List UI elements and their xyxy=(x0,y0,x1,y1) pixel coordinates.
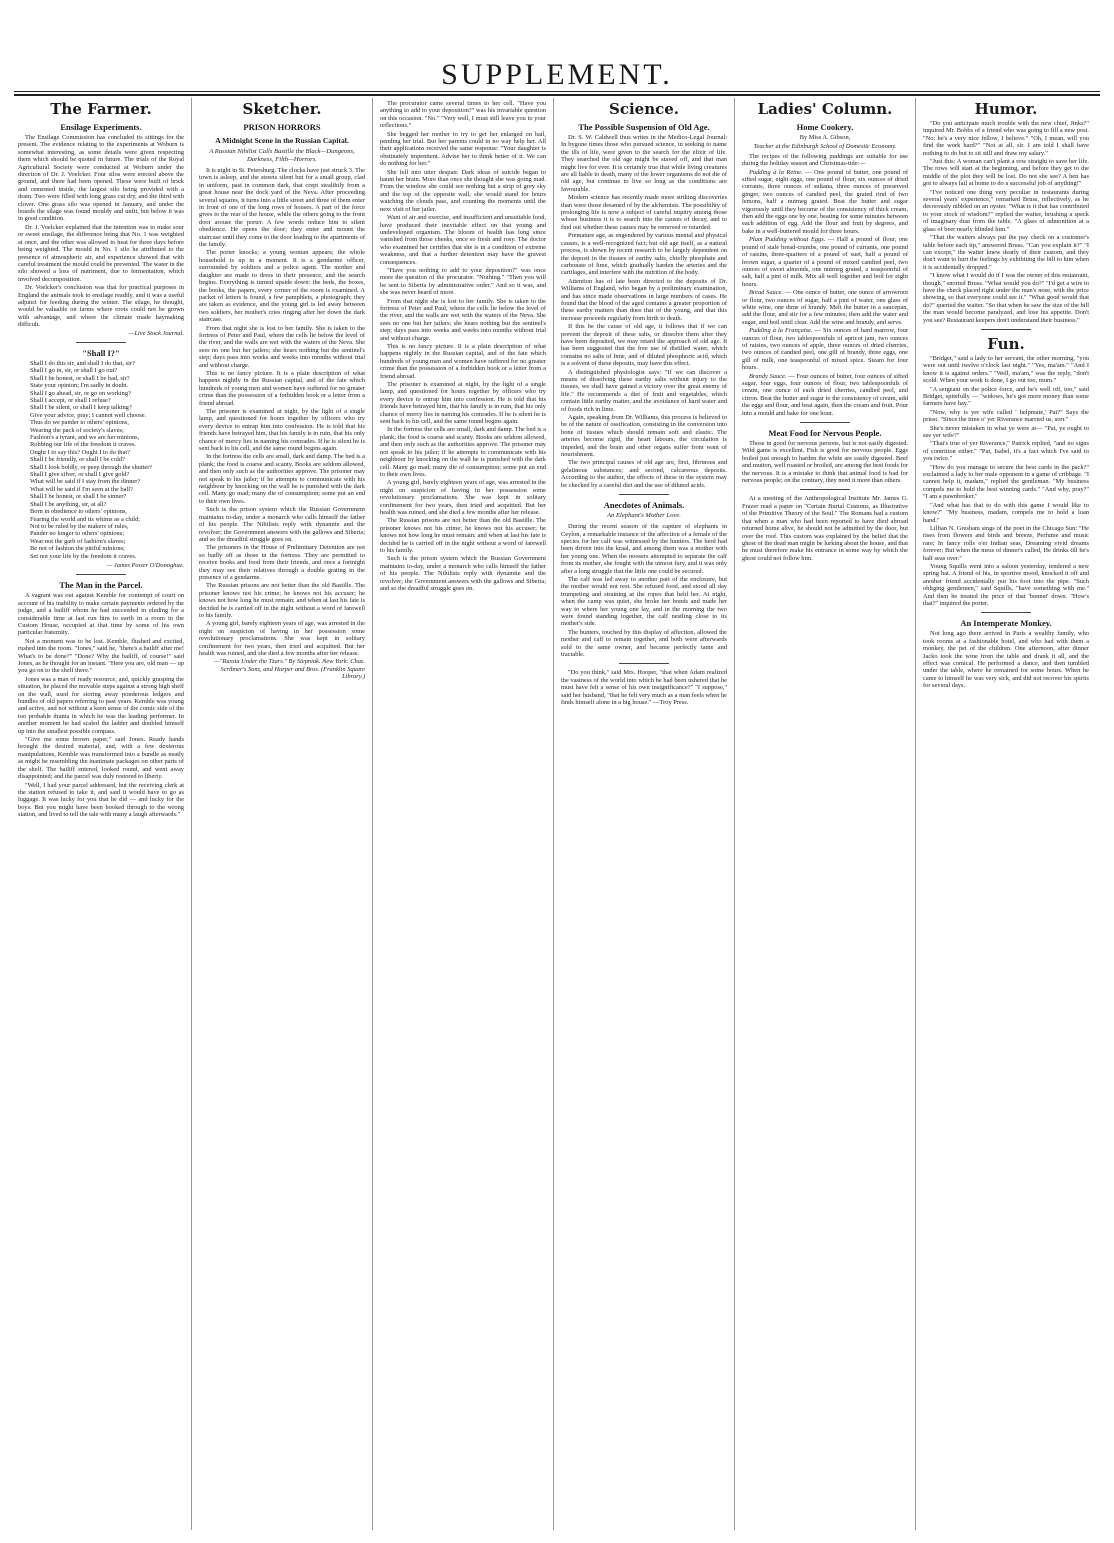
article-title: Anecdotes of Animals. xyxy=(603,500,685,511)
recipe-name: Bread Sauce. xyxy=(749,289,784,297)
poem-line: Wear not the garb of fashion's slaves; xyxy=(30,537,126,545)
recipe-text: Six ounces of hard marrow, four ounces of flour, two tablespoonfuls of apricot jam, two ounces of raisins, two ounces of apple, three ounces of dried cherries, two ounces of candied peel, one gill of brandy, three eggs, one gill of milk, one teaspoonful of mixed spice. Steam for four hours. xyxy=(742,327,908,372)
recipe: Brandy Sauce. — Four ounces of butter, four ounces of sifted sugar, four eggs, four ounces of flour, two tablespoonfuls of cream, one ounce of each dried cherries, candied peel, and citron. Beat the butter and sugar to the consistency of cream, add the eggs and flour, and beat again, then the cream and fruit. Pour into a mould and bake for one hour. xyxy=(742,372,908,417)
paragraph: The prisoner is examined at night, by the light of a single lamp, and questioned for hours together by officers who try every device to entrap him into confession. He is told that his friends have betrayed him, that his family is in ruin, that his only chance of mercy lies in naming his comrades. If he is silent he is sent back to his cell, and the same round begins again. xyxy=(380,381,546,426)
section-heading-farmer: The Farmer. xyxy=(50,100,152,118)
recipe-name: Brandy Sauce. xyxy=(749,372,787,380)
poem-line: Fashion's a tyrant, and we are her minions, xyxy=(30,434,140,442)
column-sketcher xyxy=(199,100,365,1525)
poem-line: Shall I look boldly, or peep through the shutter? xyxy=(30,463,153,471)
column-divider xyxy=(553,98,554,1530)
paragraph: The hunters, touched by this display of affection, allowed the mother and calf to remain together, and both were afterwards sold to the same owner, and became perfectly tame and tractable. xyxy=(561,628,727,658)
divider xyxy=(981,329,1031,330)
poem-line: Not to be ruled by the makers of rules, xyxy=(30,522,129,530)
paragraph: At a meeting of the Anthropological Institute Mr. James G. Frazer read a paper on "Certain Burial Customs, as Illustrative of the Primitive Theory of the Soul." The Romans had a custom that when a man who had been reported to have died abroad returned home alive, he should not be admitted by the door, but over the roof. This custom was explained by the belief that the ghost of the dead man might be lurking about the house, and that he must therefore make his entrance in some way by which the ghost could not follow him. xyxy=(742,495,908,562)
recipe-text: Four ounces of butter, four ounces of sifted sugar, four eggs, four ounces of flour, two tablespoonfuls of cream, one ounce of each dried cherries, candied peel, and citron. Beat the butter and sugar to the consistency of cream, add the eggs and flour, and beat again, then the cream and fruit. Pour into a mould and bake for one hour. xyxy=(742,372,908,417)
recipe: Plum Pudding without Eggs. — Half a pound of flour, one pound of stale bread-crumbs, one pound of currants, one pound of raisins, three-quarters of a pound of suet, half a pound of brown sugar, a quarter of a pound of mixed candied peel, two ounces of sweet almonds, one nutmeg grated, a teaspoonful of salt, half a pint of milk. Mix all well together and boil for eight hours. xyxy=(742,236,908,288)
article-title: An Intemperate Monkey. xyxy=(960,618,1052,629)
paragraph: Again, speaking from Dr. Williams, this process is believed to be of the nature of ossification, consisting in the conversion into bone of tissues which should remain soft and elastic. The arteries become rigid, the heart labours, the circulation is impeded, and the brain and other organs suffer from want of nourishment. xyxy=(561,414,727,459)
poem-line: Be not of fashion the pitiful minions; xyxy=(30,545,125,553)
article-subtitle: A Midnight Scene in the Russian Capital. xyxy=(215,136,349,145)
paragraph: Such is the prison system which the Russian Government maintains to-day, under a monarch who calls himself the father of his people. The Nihilists reply with dynamite and the revolver; the Government answers with the gallows and Siberia; and so the dreadful struggle goes on. xyxy=(380,555,546,592)
column-farmer xyxy=(18,100,184,1525)
paragraph: The Russian prisons are not better than the old Bastille. The prisoner knows not his crime; he knows not his accuser; he knows not how long he must remain; and when at last his fate is decided he is carried off in the night without a word of farewell to his family. xyxy=(380,517,546,554)
poem-line: What will be said if I'm seen at the ball? xyxy=(30,485,133,493)
article-title: PRISON HORRORS xyxy=(243,122,321,132)
paragraph: "Well, I had your parcel addressed, but the receiving clerk at the station refused to take it, and said it would have to go as luggage. It was lucky for you that he did — and lucky for the boys. But you might have been booked through to the wrong station, and lived to tell the tale with many a laugh afterwards." xyxy=(18,781,184,819)
paragraph: From that night she is lost to her family. She is taken to the fortress of Peter and Paul, where the cells lie below the level of the river, and the walls are wet with the waters of the Neva. She sees no one but her jailers; she hears nothing but the sentinel's step; days pass into weeks and weeks into months without trial and without charge. xyxy=(380,297,546,342)
joke: "Bridget," said a lady to her servant, the other morning, "you were out until twelve o'clock last night." "Yes, ma'am." "And I know it is against orders." "Well, ma'am," was the reply, "don't scold. When your work is done, I go out too, mum." xyxy=(923,354,1089,385)
poem-line: Thus do we pander to others' opinions, xyxy=(30,419,129,427)
joke: She's never mistaken in what ye were at— "Pat, ye ought to see yer wife?" xyxy=(923,424,1089,440)
column-sketcher-continued xyxy=(380,100,546,1525)
paragraph: "That the waiters always put the pay check on a customer's table before each tip," answered Bruss. "Can you explain it?" "I can except," the waiter knew dearly of their custom, and they don't want to hurt the feelings by exhibiting the bill to him when it is accidentally dropped." xyxy=(923,234,1089,271)
paragraph: Want of air and exercise, and insufficient and unsuitable food, have produced their inevitable effect on that young and undeveloped organism. The bloom of health has long since vanished from those cheeks, once so fresh and rosy. The doctor who examined her certifies that she is in a condition of extreme weakness, and that a further detention may have the gravest consequences. xyxy=(380,214,546,266)
poem-line: Shall I go ahead, sir, or go on working? xyxy=(30,389,131,397)
poem-line: Born in obedience to others' opinions, xyxy=(30,508,127,516)
paragraph: Dr. Voelcker's conclusion was that for practical purposes in England the animals took to ensilage readily, and it was a useful adjunct for feeding during the winter. The silage, he thought, would be valuable on farms where roots could not be grown with advantage, and where the climate made haymaking difficult. xyxy=(18,284,184,329)
paragraph: Those in good for nervous persons, but is not easily digested. Wild game is excellent. Fish is good for nervous people. Eggs boiled just enough to harden the white are easily digested. Beef and mutton, well roasted or broiled, are among the best foods for the nervous. It is a mistake to think that animal food is bad for nervous people; on the contrary, they need it more than others. xyxy=(742,440,908,485)
paragraph: In the fortress the cells are small, dark and damp. The bed is a plank; the food is coarse and scanty. Books are seldom allowed, and then only such as the authorities approve. The prisoner may not speak to his jailer; if he attempts to communicate with his neighbour by knocking on the wall he is punished with the dark cell. Many go mad; many die of consumption; some put an end to their own lives. xyxy=(199,453,365,505)
paragraph: Dr. J. Voelcker explained that the intention was to make sour or sweet ensilage, the difference being that No. 1 was weighted at once, and the other was allowed to heat for three days before being weighted. The mould in No. 1 silo he attributed to the presence of atmospheric air, and experience showed that with careful treatment the mould could be prevented. The water in the silo showed a loss of nutriment, due to fermentation, which involved decomposition. xyxy=(18,223,184,283)
paragraph: "I know what I would do if I was the owner of this restaurant, though," snorted Bruss. "What would you do?" "I'd get a wire to have the check placed right under the man's nose, with the price showing, so that everyone could see it." "What good would that do?" queried the waiter. "So that when he saw the size of the bill the man would become paralyzed, and lose his appetite. Don't you see? Restaurant keepers don't understand their business." xyxy=(923,272,1089,324)
paragraph: Modern science has recently made more striking discoveries than were those dreamed of by the alchemists. The possibility of prolonging life is now a subject of careful inquiry among those whose business it is to search into the causes of decay, and to find out whether these causes may be removed or retarded. xyxy=(561,194,727,231)
section-heading-science: Science. xyxy=(608,100,679,118)
poem-line: Fearing the world and its whims as a child; xyxy=(30,515,141,523)
paragraph: If this be the cause of old age, it follows that if we can prevent the deposit of these salts, or dissolve them after they have been deposited, we may retard the approach of old age. It has been suggested that the free use of distilled water, which contains no salts of lime, and of diluted phosphoric acid, which is a solvent of these deposits, may have this effect. xyxy=(561,323,727,368)
poem-line: Robbing our life of the freedom it craves. xyxy=(30,441,137,449)
divider xyxy=(619,494,669,495)
paragraph: She begged her mother to try to get her enlarged on bail, pending her trial. But her parents could in no way help her. All their applications received the same response: "Your daughter is obstinately impenitent. Advise her to think better of it. We can do nothing for her." xyxy=(380,130,546,168)
byline-affiliation: Teacher at the Edinburgh School of Domestic Economy. xyxy=(753,143,897,151)
paragraph: The procurator came several times to her cell. "Have you anything to add to your deposition?" was his invariable question on this occasion. "No." "Very well, I must still leave you to your reflections." xyxy=(380,100,546,130)
poem-line: Shall I be honest, or shall I be sinner? xyxy=(30,493,127,501)
masthead-rule xyxy=(14,91,1100,92)
paragraph: It is night in St. Petersburg. The clocks have just struck 3. The town is asleep, and the streets silent but for a small group, clad in uniform, past in common dark, that crept stealthily from a great house near the dock yard of the Neva. After proceeding several squares, it turns into a little street and three of them enter in front of one of the long rows of houses. A part of the force gives to the rear of the house, while the others going to the front door arouse the porter. A few words reduce him to silent obedience. He opens the door; they enter and mount the staircase until they come to the door leading to the apartments of the family. xyxy=(199,167,365,249)
poem-line: Shall I do this sir, and shall I do that, sir? xyxy=(30,359,135,367)
divider xyxy=(800,489,850,490)
column-divider xyxy=(372,98,373,1530)
poem-credit: — James Power O'Donoghue. xyxy=(106,561,184,569)
divider xyxy=(619,663,669,664)
article-subtitle: An Elephant's Mother Love. xyxy=(607,512,681,520)
paragraph: The prisoners in the House of Preliminary Detention are not so badly off as those in the fortress. They are permitted to receive books and food from their friends, and once a fortnight they may see their relatives through a double grating in the presence of a gendarme. xyxy=(199,544,365,581)
column-divider xyxy=(191,98,192,1530)
recipe-name: Pudding à la Reine. xyxy=(749,168,803,176)
poem-line: Shall I go in, sir, or shall I go out? xyxy=(30,367,118,375)
joke: "How do you manage to secure the best cards in the pack?" exclaimed a lady to her male opponent in a game of cribbage. "I cannot help it, madam," replied the gentleman. "My business compels me to hold the best winning cards." "And why, pray?" "I am a pawnbroker." xyxy=(923,463,1089,501)
section-heading-humor: Humor. xyxy=(974,100,1038,118)
paragraph: This is no fancy picture. It is a plain description of what happens nightly in the Russian capital, and of the fate which hundreds of young men and women have suffered for no greater crime than the possession of a forbidden book or a letter from a friend abroad. xyxy=(199,369,365,407)
poem-line: Shall I be honest, or shall I be bad, sir? xyxy=(30,374,130,382)
paragraph: During the recent season of the capture of elephants in Ceylon, a remarkable instance of the affection of a female of the species for her calf was witnessed by the hunters. The herd had been driven into the kraal, and among them was a mother with her young one. When the noosers attempted to separate the calf from its mother, she fought with the utmost fury, and it was only after a long struggle that the little one could be secured. xyxy=(561,523,727,575)
paragraph: A young girl, barely eighteen years of age, was arrested in the night on suspicion of having in her possession some revolutionary proclamations. She was kept in solitary confinement for two years, then tried and acquitted. But her health was ruined, and she died a few months after her release. xyxy=(380,479,546,516)
paragraph: "Just this: A woman can't plant a row straight to save her life. The rows will start at the beginning, and before they get to the middle of the plot they will be lost. Do not she see? A hen has got to always fail at home to do a successful job of anything!" xyxy=(923,158,1089,188)
poem-line: Shall I give silver, or shall I give gold? xyxy=(30,471,130,479)
paragraph: A young girl, barely eighteen years of age, was arrested in the night on suspicion of having in her possession some revolutionary proclamations. She was kept in solitary confinement for two years, then tried and acquitted. But her health was ruined, and she died a few months after her release. xyxy=(199,620,365,657)
article-credit: —"Russia Under the Tzars." By Stepniak. New York: Chas. Scribner's Sons, and Harper and Bros. (Franklin Square Library.) xyxy=(214,658,365,681)
paragraph: The Russian prisons are not better than the old Bastille. The prisoner knows not his crime; he knows not his accuser; he knows not how long he must remain; and when at last his fate is decided he is carried off in the night without a word of farewell to his family. xyxy=(199,582,365,619)
recipe-text: One pound of butter, one pound of sifted sugar, eight eggs, one pound of flour, six ounces of dried currants, three ounces of sultana, three ounces of preserved ginger, two ounces of candied peel, the grated rind of two lemons, half a nutmeg grated. Beat the butter and sugar vigorously until they become of the consistency of thick cream, then add the eggs one by one, beating for some minutes between each addition of egg. Add the flour and fruit by degrees, and bake in a well-buttered mould for three hours. xyxy=(742,168,908,235)
paragraph: "I've noticed one thing very peculiar in restaurants during several years' experience," remarked Bruss, reflectively, as he decorously nibbled on an oyster. "What is it that has contributed to your stock of wisdom?" replied the waiter, brushing a speck of imaginary dust from the table. "A glass of admonition at a glass of beer nearly blinded him." xyxy=(923,188,1089,233)
paragraph: From that night she is lost to her family. She is taken to the fortress of Peter and Paul, where the cells lie below the level of the river, and the walls are wet with the waters of the Neva. She sees no one but her jailers; she hears nothing but the sentinel's step; days pass into weeks and weeks into months without trial and without charge. xyxy=(199,324,365,369)
byline: By Miss A. Gibson, xyxy=(799,134,851,141)
section-heading-sketcher: Sketcher. xyxy=(242,100,322,118)
divider xyxy=(800,422,850,423)
recipe: Bread Sauce. — One ounce of butter, one ounce of arrowroot or flour, two ounces of sugar, half a pint of water, one glass of white wine, one dime of brandy. Melt the butter in a saucepan, add the flour, and stir for a few minutes; then add the water and sugar, and boil until clear. Add the wine and brandy, and serve. xyxy=(742,289,908,326)
paragraph: Premature age, as engendered by various mental and physical causes, is a well-recognized fact; but old age itself, as a natural process, is shown by recent research to be largely dependent on the deposit in the tissues of earthy salts, chiefly phosphate and carbonate of lime, which gradually harden the arteries and the cartilages, and interfere with the nutrition of the body. xyxy=(561,232,727,277)
joke: "And what has that to do with this game I would like to know?" "My business, madam, compels me to hold a loan hand." xyxy=(923,501,1089,524)
poem xyxy=(18,360,184,560)
paragraph: The Ensilage Commission has concluded its sittings for the present. The evidence relating to the experiments at Woburn is somewhat interesting, as some details were given respecting them which should be quoted in future. The trials of the Royal Agricultural Society were conducted at Woburn under the direction of Dr. J. Voelcker. Four silos were erected above the ground, and three had been opened. These were built of brick and cemented inside, the largest silo being provided with a drain. Two were filled with long grass cut dry, and the third with clover. One grass silo was opened in January, and under the boards the silage was found mouldy and unfit, but below it was in good condition. xyxy=(18,134,184,223)
poem-line: Wearing the pack of society's slaves; xyxy=(30,426,124,434)
poem-line: Shall I be anything, sir, at all? xyxy=(30,500,107,508)
paragraph: The prisoner is examined at night, by the light of a single lamp, and questioned for hours together by officers who try every device to entrap him into confession. He is told that his friends have betrayed him, that his family is in ruin, that his only chance of mercy lies in naming his comrades. If he is silent he is sent back to his cell, and the same round begins again. xyxy=(199,408,365,453)
poem-line: Give your advice, pray; I cannot well choose. xyxy=(30,411,147,419)
poem-line: What will be said if I stay from the dinner? xyxy=(30,478,141,486)
paragraph: "Have you nothing to add to your deposition?" was once more the question of the procurator. "Nothing." "Then you will be sent to Siberia by administrative order." And so it was, and she was never heard of more. xyxy=(380,266,546,297)
article-title: The Possible Suspension of Old Age. xyxy=(578,122,710,132)
paragraph: Such is the prison system which the Russian Government maintains to-day, under a monarch who calls himself the father of his people. The Nihilists reply with dynamite and the revolver; the Government answers with the gallows and Siberia; and so the dreadful struggle goes on. xyxy=(199,506,365,543)
recipe-text: Half a pound of flour, one pound of stale bread-crumbs, one pound of currants, one pound of raisins, three-quarters of a pound of suet, half a pound of brown sugar, a quarter of a pound of mixed candied peel, two ounces of sweet almonds, one nutmeg grated, a teaspoonful of salt, half a pint of milk. Mix all well together and boil for eight hours. xyxy=(742,236,908,288)
paragraph: A vagrant was out against Kemble for contempt of court on account of his inability to make certain payments ordered by the judge, and a bailiff whom he had succeeded in eluding for a considerable time at last run him to earth in a room in the Custom House, occupied at that time by some of his own particular fraternity. xyxy=(18,592,184,637)
article-title: Ensilage Experiments. xyxy=(60,122,142,132)
paragraph: A distinguished physiologist says: "If we can discover a means of dissolving these earthy salts without injury to the tissues, we shall have gained a victory over the great enemy of life." He recommends a diet of fruit and vegetables, which contain little earthy matter, and the avoidance of hard water and of foods rich in lime. xyxy=(561,368,727,413)
paragraph: The calf was led away to another part of the enclosure, but the mother would not rest. She refused food, and stood all day trumpeting and straining at the ropes that held her. At night, when the camp was quiet, she broke her bonds and made her way to where her young one lay, and in the morning the two were found standing together, the calf nestling close to its mother's side. xyxy=(561,575,727,628)
joke: Lillian N. Gresham sings of the poet in the Chicago Sun: "He rises from flowers and birds and breeze, Perfume and music rare; In fancy rolls o'er Indian seas, Dreaming vivid dreams forever; But when the mess of dinner's called, He drinks till he's half seas over." xyxy=(923,524,1089,562)
paragraph: The two principal causes of old age are, first, fibrinous and gelatinous substances; and second, calcareous deposits. According to the author, the effects of these in the system may be checked by a careful diet and the use of diluted acids. xyxy=(561,459,727,489)
column-humor xyxy=(923,100,1089,1525)
section-heading-ladies: Ladies' Column. xyxy=(757,100,893,118)
article-deck: A Russian Nihilist Calls Bastille the Black—Dungeons, Darkness, Filth—Horrors. xyxy=(209,148,355,163)
paragraph: Not long ago there arrived in Paris a wealthy family, who took rooms at a fashionable hotel, and who had with them a monkey, the pet of the children. One afternoon, after dinner Jacko took the wine from the table and drank it all, and the effect was comical. He performed a dance, and then tumbled under the table, where he remained for some hours. When he came to himself he was very sick, and did not recover his spirits for several days. xyxy=(923,630,1089,690)
poem-line: Shall I accept, or shall I refuse? xyxy=(30,397,111,404)
joke: "Now, why is yer wife called ' helpmate,' Pat?" Says the priest. "Since the time o' yer Riverance married us, sorr." xyxy=(923,408,1089,424)
recipe-name: Plum Pudding without Eggs. xyxy=(749,236,826,244)
poem-line: Set not your life by the freedom it craves. xyxy=(30,552,137,560)
joke: "That's true of yer Riverance," Patrick replied, "and no signs of contrition either." "Pat, Isabel, it's a fact which I've said to you twice." xyxy=(923,440,1089,463)
column-ladies xyxy=(742,100,908,1525)
column-divider xyxy=(915,98,916,1530)
paragraph: Not a moment was to be lost. Kemble, flushed and excited, rushed into the room. "Jones," said he, "there's a bailiff after me! What's to be done?" "Done? Why the bailiff, of course!" said Jones, as he thought for an instant. "Here you are, old man — up you go on to the shelf there." xyxy=(18,637,184,675)
article-title: Meat Food for Nervous People. xyxy=(768,428,882,439)
paragraph: "Do you think," said Mrs. Hooper, "that when Adam realized the vastness of the world into which he had been ushered that he must have felt a sense of his own insignificance?" "I suppose," said her husband, "that he felt very much as a man feels when he finds himself alone in a big house." —Troy Press. xyxy=(561,669,727,707)
paragraph: "Do you anticipate much trouble with the new chief, Jinks?" inquired Mr. Bobbs of a friend who was going to fill a new post. "No; he's a very nice fellow, I believe." "Oh, I mean, will you find the work hard?" "Not at all, sir. I am told I shall have nothing to do but to sit still and draw my salary." xyxy=(923,120,1089,157)
divider xyxy=(76,342,126,343)
paragraph: Jones was a man of ready resource, and, quickly grasping the situation, he placed the movable steps against a strong high shelf on the wall, used for storing away ponderous ledgers and bundles of old papers referring to past years. Kemble was young and active, and not without a keen sense of the comic side of the too probable drama in which he was the leading performer. In another moment he had scaled the ladder and doubled himself up into the smallest possible compass. xyxy=(18,675,184,735)
paragraph: "Give me some brown paper," said Jones. Ready hands brought the desired material, and, with a few dexterous manipulations, Kemble was transformed into a bundle as neatly as might be resembling the inanimate packages on other parts of the shelf. The bailiff entered, looked round, and went away disappointed; and the parcel was duly restored to liberty. xyxy=(18,736,184,781)
article-title: The Man in the Parcel. xyxy=(59,580,143,591)
joke: Young Squills went into a saloon yesterday, tendered a new spring hat. A friend of his, in sportive mood, knocked it off and another friend accidentally put his foot into the pipe. "Such obliging gentlemen," said Squills, "have something with me." And then he treated the price of that 'bonnet' down. "How's that?" inquired the porter. xyxy=(923,562,1089,607)
column-science xyxy=(561,100,727,1525)
poem-line: Pander no longer to others' opinions; xyxy=(30,530,124,538)
masthead: SUPPLEMENT. xyxy=(441,58,673,91)
paragraph: Dr. S. W. Caldwell thus writes in the Medico-Legal Journal: In bygone times those who pursued science, in seeking to name the ills of life, were given to the search for the elixir of life. They searched the old age might be staved off, and that man might live for ever. It is certainly true that while living creatures are all liable to death, many of the lower organisms do not die of old age, but continue to live so long as the conditions are favourable. xyxy=(561,134,727,193)
paragraph: In the fortress the cells are small, dark and damp. The bed is a plank; the food is coarse and scanty. Books are seldom allowed, and then only such as the authorities approve. The prisoner may not speak to his jailer; if he attempts to communicate with his neighbour by knocking on the wall he is punished with the dark cell. Many go mad; many die of consumption; some put an end to their own lives. xyxy=(380,426,546,478)
poem-title: "Shall I?" xyxy=(82,347,120,358)
paragraph: She fell into utter despair. Dark ideas of suicide began to haunt her brain. More than once she thought she was going mad. From the window she could see nothing but a strip of grey sky and the top of the opposite wall; she would stand for hours watching the clouds pass, and counting the moments until the next visit of her jailer. xyxy=(380,168,546,213)
paragraph: This is no fancy picture. It is a plain description of what happens nightly in the Russian capital, and of the fate which hundreds of young men and women have suffered for no greater crime than the possession of a forbidden book or a letter from a friend abroad. xyxy=(380,343,546,380)
divider xyxy=(76,574,126,575)
paragraph: The recipes of the following puddings are suitable for use during the holiday season and Christmas-tide:— xyxy=(742,152,908,168)
section-heading-fun: Fun. xyxy=(987,334,1025,353)
recipe-name: Pudding à la Française. xyxy=(749,327,813,335)
poem-line: Ought I to say this? Ought I to do that? xyxy=(30,448,130,456)
joke: "A sergeant on the police force, and he's well off, too," said Bridget, spitefully — "widows, he's got more money than some farmers have hay." xyxy=(923,385,1089,408)
poem-line: State your opinion; I'm sadly in doubt. xyxy=(30,382,129,390)
poem-line: Shall I be friendly, or shall I be cold? xyxy=(30,456,125,464)
masthead-rule-thick xyxy=(14,94,1100,96)
recipe: Pudding à la Française. — Six ounces of hard marrow, four ounces of flour, two tablespoonfuls of apricot jam, two ounces of raisins, two ounces of apple, three ounces of dried cherries, two ounces of candied peel, one gill of brandy, three eggs, one gill of milk, one teaspoonful of mixed spice. Steam for four hours. xyxy=(742,327,908,372)
article-title: Home Cookery. xyxy=(796,122,854,132)
recipe: Pudding à la Reine. — One pound of butter, one pound of sifted sugar, eight eggs, one pound of flour, six ounces of dried currants, three ounces of sultana, three ounces of preserved ginger, two ounces of candied peel, the grated rind of two lemons, half a nutmeg grated. Beat the butter and sugar vigorously until they become of the consistency of thick cream, then add the eggs one by one, beating for some minutes between each addition of egg. Add the flour and fruit by degrees, and bake in a well-buttered mould for three hours. xyxy=(742,168,908,235)
column-divider xyxy=(734,98,735,1530)
article-credit: —Live Stock Journal. xyxy=(128,329,184,337)
recipe-text: One ounce of butter, one ounce of arrowroot or flour, two ounces of sugar, half a pint of water, one glass of white wine, one dime of brandy. Melt the butter in a saucepan, add the flour, and stir for a few minutes; then add the water and sugar, and boil until clear. Add the wine and brandy, and serve. xyxy=(742,289,908,326)
poem-line: Shall I be silent, or shall I keep talking? xyxy=(30,404,132,412)
paragraph: Attention has of late been directed to the deposits of Dr. Williams of England, who began by a preliminary examination, and has since made observations in large numbers of cases. He found that the blood of the aged contains a greater proportion of these earthy matters than does that of the young, and that this increase proceeds regularly from birth to death. xyxy=(561,277,727,322)
paragraph: The porter knocks; a young woman appears; the whole household is up in a moment. It is a gendarme officer, surrounded by soldiers and a police agent. The mother and daughter are made to dress in their presence, and the search begins. Everything is turned upside down: the beds, the boxes, the books, the papers, every corner of the room is examined. A packet of letters is found, a few pamphlets, a photograph; they are taken as evidence, and the young girl is led away between two soldiers, her mother's cries ringing after her down the dark staircase. xyxy=(199,249,365,324)
divider xyxy=(981,612,1031,613)
